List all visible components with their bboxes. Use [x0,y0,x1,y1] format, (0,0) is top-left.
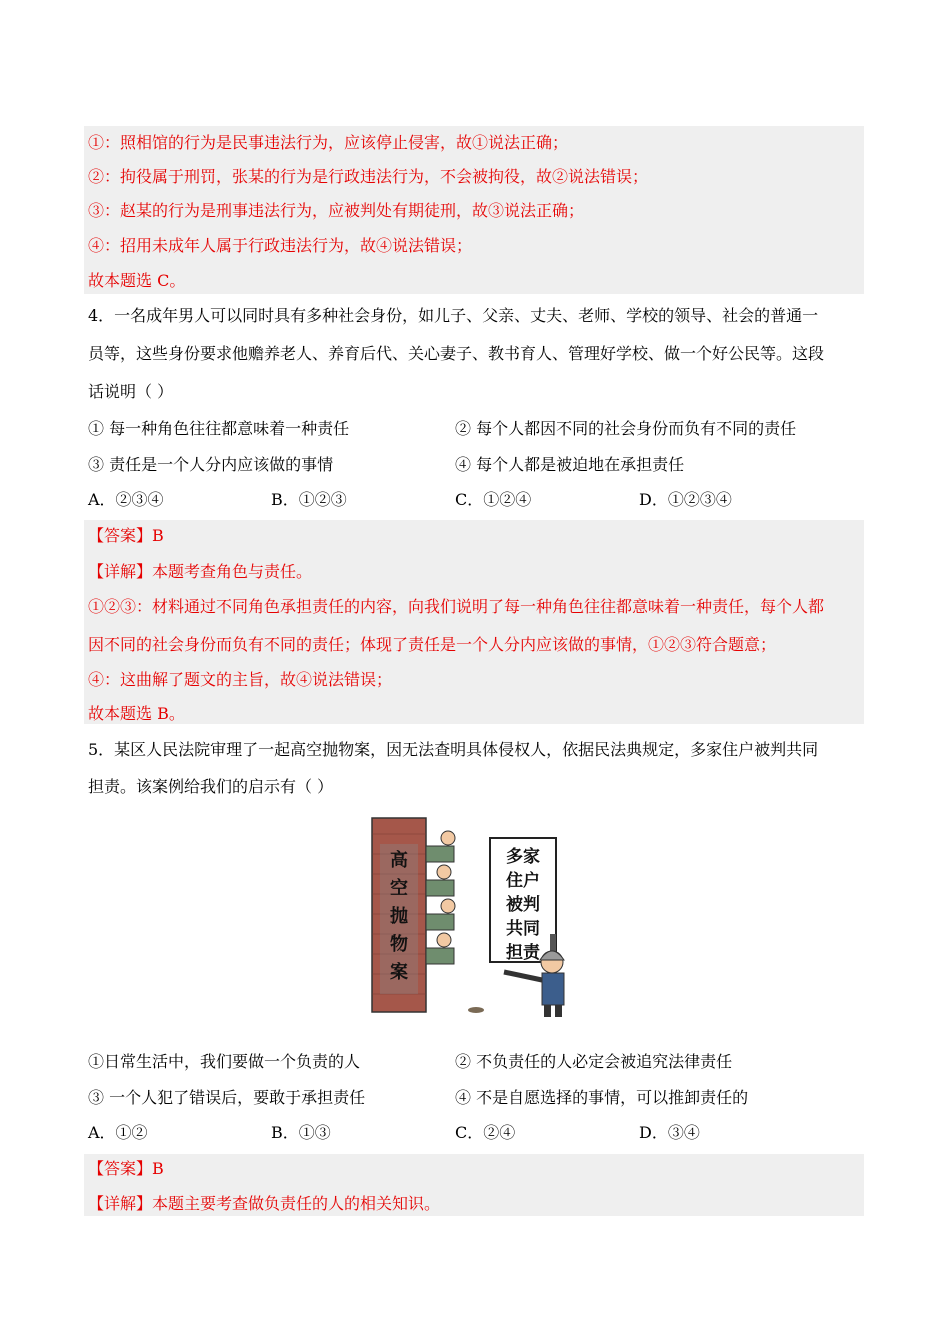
building-char: 高 [390,850,408,871]
q4-choice-a: A．②③④ [88,490,164,509]
q5-statement-1: ①日常生活中，我们要做一个负责的人 [88,1052,361,1071]
building-char: 案 [390,962,408,983]
q3-explanation-line: ③：赵某的行为是刑事违法行为，应被判处有期徒刑，故③说法正确； [88,201,585,220]
q5-statement-3: ③ 一个人犯了错误后，要敢于承担责任 [88,1088,366,1107]
building-char: 抛 [390,906,408,927]
balconies [426,831,455,964]
q5-choice-c: C．②④ [455,1123,516,1142]
q4-choice-c: C．①②④ [455,490,532,509]
q4-stem-line: 话说明（ ） [88,382,174,401]
q4-stem-line: 员等，这些身份要求他赡养老人、养育后代、关心妻子、教书育人、管理好学校、做一个好公民等。这段 [88,344,825,363]
sign-line: 多家 [506,847,540,867]
building-char: 物 [390,934,408,955]
q4-explanation-line: ①②③：材料通过不同角色承担责任的内容，向我们说明了每一种角色往往都意味着一种责任，每个人都 [88,597,825,616]
q5-choice-d: D．③④ [639,1123,700,1142]
q3-explanation-line: ①：照相馆的行为是民事违法行为，应该停止侵害，故①说法正确； [88,133,569,152]
q4-statement-1: ① 每一种角色往往都意味着一种责任 [88,419,350,438]
q5-statement-2: ② 不负责任的人必定会被追究法律责任 [455,1052,733,1071]
q4-stem-line: 4．一名成年男人可以同时具有多种社会身份，如儿子、父亲、丈夫、老师、学校的领导、社会的普通一 [88,306,819,325]
resident-head [441,899,455,913]
resident-head [437,865,451,879]
q4-conclusion: 故本题选 B。 [88,704,185,723]
q4-answer-background [84,520,864,724]
resident-head [441,831,455,845]
q5-stem-line: 担责。该案例给我们的启示有（ ） [88,777,334,796]
sign-line: 被判 [506,895,540,915]
q4-answer: 【答案】B [88,526,164,545]
q4-detail: 【详解】本题考查角色与责任。 [88,562,313,581]
q3-explanation-line: ②：拘役属于刑罚，张某的行为是行政违法行为，不会被拘役，故②说法错误； [88,167,649,186]
q4-statement-4: ④ 每个人都是被迫地在承担责任 [455,455,685,474]
q4-explanation-line: ④：这曲解了题文的主旨，故④说法错误； [88,670,393,689]
q5-statement-4: ④ 不是自愿选择的事情，可以推卸责任的 [455,1088,749,1107]
cartoon-illustration [364,814,584,1022]
q4-statement-3: ③ 责任是一个人分内应该做的事情 [88,455,334,474]
q3-explanation-line: ④：招用未成年人属于行政违法行为，故④说法错误； [88,236,473,255]
sign-line: 共同 [506,919,540,939]
q5-choice-b: B．①③ [271,1123,331,1142]
q5-choice-a: A．①② [88,1123,148,1142]
resident-head [437,933,451,947]
q4-choice-d: D．①②③④ [639,490,732,509]
q5-answer: 【答案】B [88,1159,164,1178]
q4-statement-2: ② 每个人都因不同的社会身份而负有不同的责任 [455,419,797,438]
q4-explanation-line: 因不同的社会身份而负有不同的责任；体现了责任是一个人分内应该做的事情，①②③符合题意； [88,635,777,654]
building-char: 空 [390,878,408,899]
sign-line: 住户 [506,871,540,891]
thrown-object [468,1007,484,1013]
q4-choice-b: B．①②③ [271,490,347,509]
q5-detail: 【详解】本题主要考查做负责任的人的相关知识。 [88,1194,441,1213]
q3-conclusion: 故本题选 C。 [88,271,186,290]
sign-line: 担责 [506,943,540,963]
q5-stem-line: 5．某区人民法院审理了一起高空抛物案，因无法查明具体侵权人，依据民法典规定，多家住户被判共同 [88,740,819,759]
